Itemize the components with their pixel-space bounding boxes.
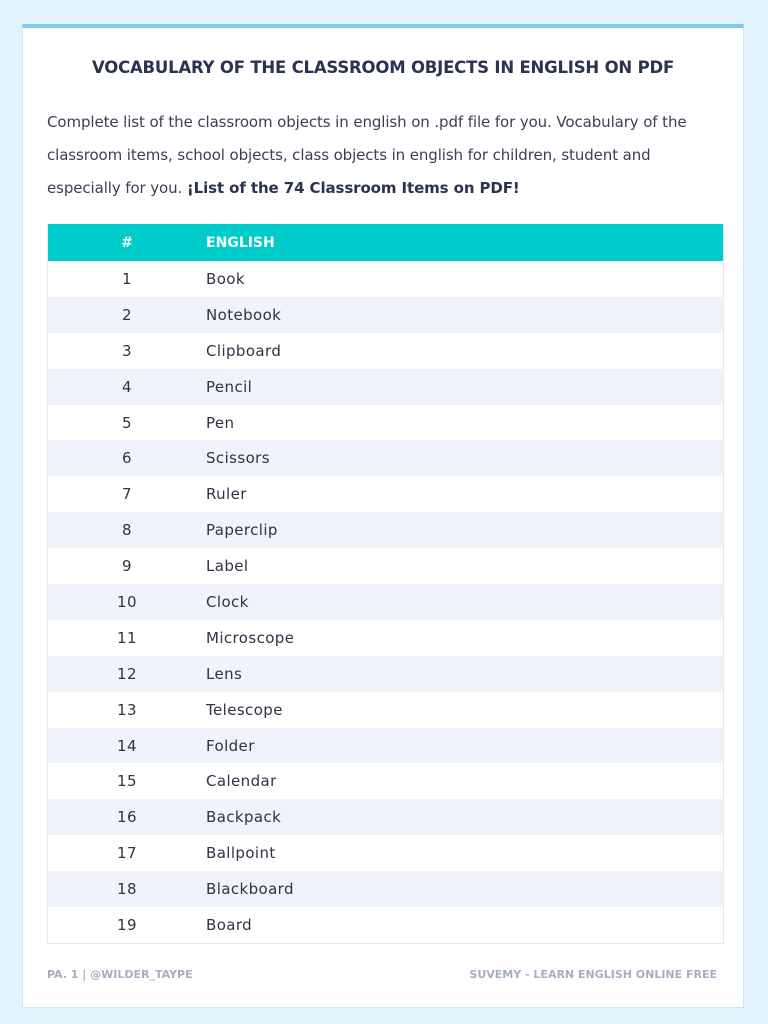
table-row (48, 261, 723, 297)
row-number: 1 (122, 269, 132, 288)
row-number: 4 (122, 377, 132, 396)
table-row (48, 799, 723, 835)
table-row (48, 548, 723, 584)
row-word: Ballpoint (206, 844, 276, 863)
table-row (48, 763, 723, 799)
row-word: Label (206, 557, 249, 576)
row-word: Clock (206, 592, 249, 611)
row-word: Microscope (206, 628, 295, 647)
table-row (48, 692, 723, 728)
table-row (48, 907, 723, 943)
row-number: 3 (122, 341, 132, 360)
table-row (48, 871, 723, 907)
footer-page-credit: PA. 1 | @WILDER_TAYPE (47, 968, 193, 981)
header-english: ENGLISH (206, 234, 275, 251)
row-number: 14 (117, 736, 137, 755)
row-number: 17 (117, 844, 137, 863)
row-number: 2 (122, 305, 132, 324)
row-number: 6 (122, 449, 132, 468)
row-number: 11 (117, 628, 137, 647)
row-word: Ruler (206, 485, 247, 504)
row-word: Scissors (206, 449, 270, 468)
table-row (48, 584, 723, 620)
row-word: Notebook (206, 305, 282, 324)
table-row (48, 333, 723, 369)
row-word: Telescope (206, 700, 283, 719)
page-title: VOCABULARY OF THE CLASSROOM OBJECTS IN ENGLISH ON PDF (91, 58, 675, 77)
table-row (48, 440, 723, 476)
row-word: Book (206, 269, 245, 288)
row-number: 19 (117, 915, 137, 934)
row-word: Backpack (206, 808, 282, 827)
row-word: Paperclip (206, 521, 278, 540)
row-number: 15 (117, 772, 137, 791)
row-number: 12 (117, 664, 137, 683)
table-row (48, 369, 723, 405)
row-word: Lens (206, 664, 243, 683)
row-word: Pen (206, 413, 235, 432)
row-word: Folder (206, 736, 255, 755)
row-number: 8 (122, 521, 132, 540)
row-word: Clipboard (206, 341, 282, 360)
row-word: Blackboard (206, 880, 294, 899)
row-number: 10 (117, 592, 137, 611)
table-body (48, 261, 723, 943)
table-row (48, 835, 723, 871)
row-number: 16 (117, 808, 137, 827)
intro-paragraph (47, 106, 723, 205)
row-number: 7 (122, 485, 132, 504)
table-row (48, 620, 723, 656)
table-header (48, 224, 723, 261)
intro-highlight: ¡List of the 74 Classroom Items on PDF! (186, 179, 520, 197)
table-row (48, 512, 723, 548)
document-page (22, 24, 744, 1008)
table-row (48, 728, 723, 764)
table-row (48, 405, 723, 441)
table-row (48, 297, 723, 333)
row-number: 18 (117, 880, 137, 899)
table-row (48, 656, 723, 692)
footer-site: SUVEMY - LEARN ENGLISH ONLINE FREE (469, 968, 717, 981)
intro-text: Complete list of the classroom objects in english on .pdf file for you. Vocabulary of the classroom items, school objects, class objects in english for children, student and especially for you. (47, 113, 687, 197)
row-word: Pencil (206, 377, 253, 396)
row-number: 9 (122, 557, 132, 576)
header-number: # (121, 234, 133, 251)
row-number: 5 (122, 413, 132, 432)
table-row (48, 476, 723, 512)
row-word: Board (206, 915, 253, 934)
row-number: 13 (117, 700, 137, 719)
vocabulary-table (47, 224, 724, 944)
row-word: Calendar (206, 772, 277, 791)
